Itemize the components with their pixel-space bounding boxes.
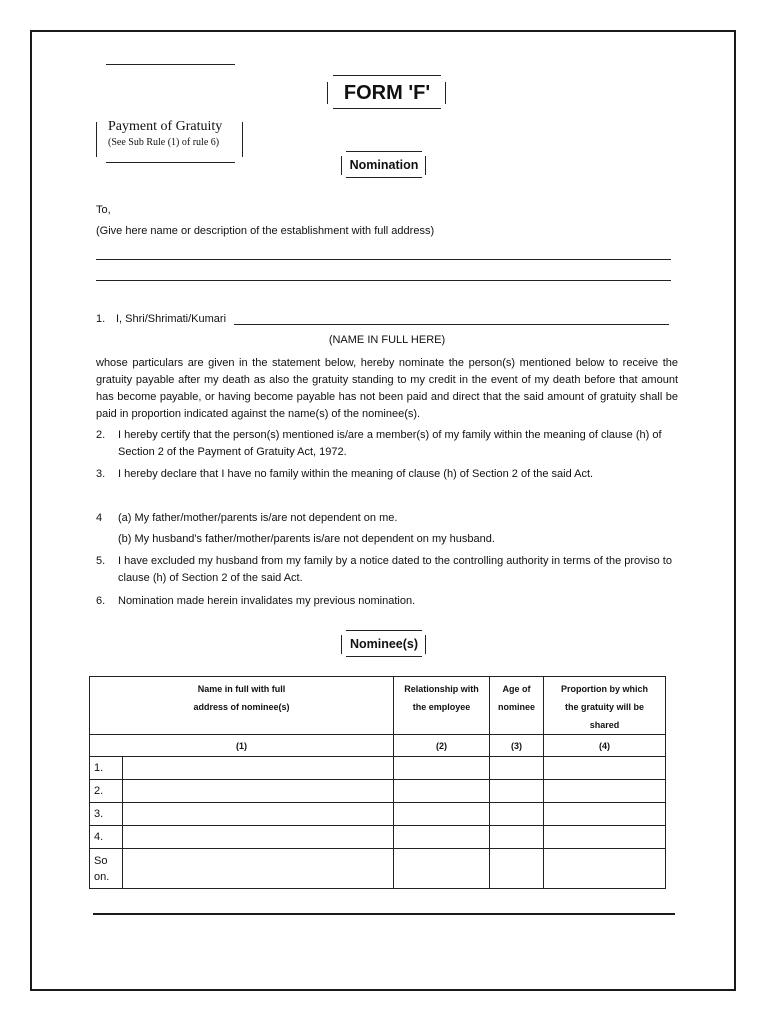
- nomination-left-bar: [341, 156, 342, 175]
- table-row: [90, 826, 666, 849]
- act-title: Payment of Gratuity: [108, 119, 223, 134]
- form-title: FORM 'F': [343, 82, 431, 104]
- relationship-cell[interactable]: [394, 803, 490, 826]
- age-cell[interactable]: [490, 849, 544, 889]
- column-number-row: [90, 735, 666, 757]
- table-row: [90, 757, 666, 780]
- item-4-number: 4: [96, 512, 103, 524]
- form-title-left-bar: [327, 82, 328, 104]
- item-1-label: I, Shri/Shrimati/Kumari: [116, 313, 227, 325]
- header-name-address: Name in full with full address of nominee(s): [90, 677, 394, 735]
- column-number-1: (1): [90, 735, 394, 757]
- item-2: [96, 427, 674, 461]
- nominee-name-cell[interactable]: [123, 826, 394, 849]
- age-cell[interactable]: [490, 803, 544, 826]
- relationship-cell[interactable]: [394, 826, 490, 849]
- item-3-text: I hereby declare that I have no family within the meaning of clause (h) of Section 2 of the said Act.: [118, 468, 594, 480]
- header-proportion: Proportion by which the gratuity will be shared: [544, 677, 666, 735]
- table-row: [90, 803, 666, 826]
- item-6-number: 6.: [96, 595, 106, 607]
- proportion-cell[interactable]: [544, 826, 666, 849]
- item-4b: [96, 531, 674, 548]
- nominees-title: Nominee(s): [349, 637, 419, 651]
- table-row: [90, 849, 666, 889]
- item-2-text: I hereby certify that the person(s) mentioned is/are a member(s) of my family within the meaning of clause (h) of Section 2 of the Payment of Gratuity Act, 1972.: [118, 429, 662, 458]
- nominees-right-bar: [425, 635, 426, 654]
- nomination-right-bar: [425, 156, 426, 175]
- item-5: [96, 553, 674, 587]
- item-5-text: I have excluded my husband from my family by a notice dated to the controlling authority in terms of the proviso to clause (h) of Section 2 of the said Act.: [118, 555, 672, 584]
- item-4b-text: (b) My husband's father/mother/parents is/are not dependent on my husband.: [118, 533, 495, 545]
- name-blank-line[interactable]: [234, 324, 669, 325]
- header-age: Age of nominee: [490, 677, 544, 735]
- relationship-cell[interactable]: [394, 780, 490, 803]
- nominee-name-cell[interactable]: [123, 803, 394, 826]
- column-number-4: (4): [544, 735, 666, 757]
- proportion-cell[interactable]: [544, 803, 666, 826]
- item-3-number: 3.: [96, 468, 106, 480]
- item-1-paragraph: whose particulars are given in the statement below, hereby nominate the person(s) mentioned below to receive the gratuity payable after my death as also the gratuity standing to my credit in the event of my death before that amount has become payable, or having become payable has not been paid and direct that the said amount of gratuity shall be paid in proportion indicated against the name(s) of the nominee(s).: [96, 357, 678, 420]
- column-number-3: (3): [490, 735, 544, 757]
- age-cell[interactable]: [490, 826, 544, 849]
- column-number-2: (2): [394, 735, 490, 757]
- row-number: 3.: [90, 803, 123, 826]
- act-subtitle: (See Sub Rule (1) of rule 6): [108, 137, 220, 148]
- address-line-1[interactable]: [96, 259, 671, 260]
- item-6: [96, 593, 674, 610]
- header-relationship: Relationship with the employee: [394, 677, 490, 735]
- form-title-right-bar: [445, 82, 446, 104]
- form-title-top-rule: [333, 75, 441, 76]
- to-label: To,: [96, 204, 111, 216]
- nomination-title: Nomination: [349, 158, 419, 172]
- item-5-number: 5.: [96, 555, 106, 567]
- top-left-rule: [106, 64, 235, 65]
- item-4a: [96, 510, 674, 527]
- row-number: So on.: [90, 849, 123, 889]
- nominee-name-cell[interactable]: [123, 757, 394, 780]
- act-box-bottom-rule: [106, 162, 235, 163]
- row-number: 2.: [90, 780, 123, 803]
- item-2-number: 2.: [96, 429, 106, 441]
- item-4a-text: (a) My father/mother/parents is/are not dependent on me.: [118, 512, 398, 524]
- nominees-bottom-rule: [346, 656, 422, 657]
- name-caption: (NAME IN FULL HERE): [328, 334, 446, 346]
- form-title-bottom-rule: [333, 108, 441, 109]
- proportion-cell[interactable]: [544, 849, 666, 889]
- relationship-cell[interactable]: [394, 757, 490, 780]
- nominee-name-cell[interactable]: [123, 849, 394, 889]
- act-box-right-bar: [242, 122, 243, 157]
- bottom-rule: [93, 913, 675, 915]
- nominees-left-bar: [341, 635, 342, 654]
- address-instruction: (Give here name or description of the establishment with full address): [96, 225, 435, 237]
- item-6-text: Nomination made herein invalidates my previous nomination.: [118, 595, 416, 607]
- proportion-cell[interactable]: [544, 780, 666, 803]
- age-cell[interactable]: [490, 780, 544, 803]
- nominees-table: [89, 676, 666, 889]
- table-header-row: [90, 677, 666, 735]
- address-line-2[interactable]: [96, 280, 671, 281]
- row-number: 1.: [90, 757, 123, 780]
- nominees-top-rule: [346, 630, 422, 631]
- nominee-name-cell[interactable]: [123, 780, 394, 803]
- row-number: 4.: [90, 826, 123, 849]
- age-cell[interactable]: [490, 757, 544, 780]
- nomination-bottom-rule: [346, 177, 422, 178]
- relationship-cell[interactable]: [394, 849, 490, 889]
- item-1-number: 1.: [96, 313, 106, 325]
- proportion-cell[interactable]: [544, 757, 666, 780]
- nomination-top-rule: [346, 151, 422, 152]
- table-row: [90, 780, 666, 803]
- act-box-left-bar: [96, 122, 97, 157]
- item-3: [96, 466, 674, 483]
